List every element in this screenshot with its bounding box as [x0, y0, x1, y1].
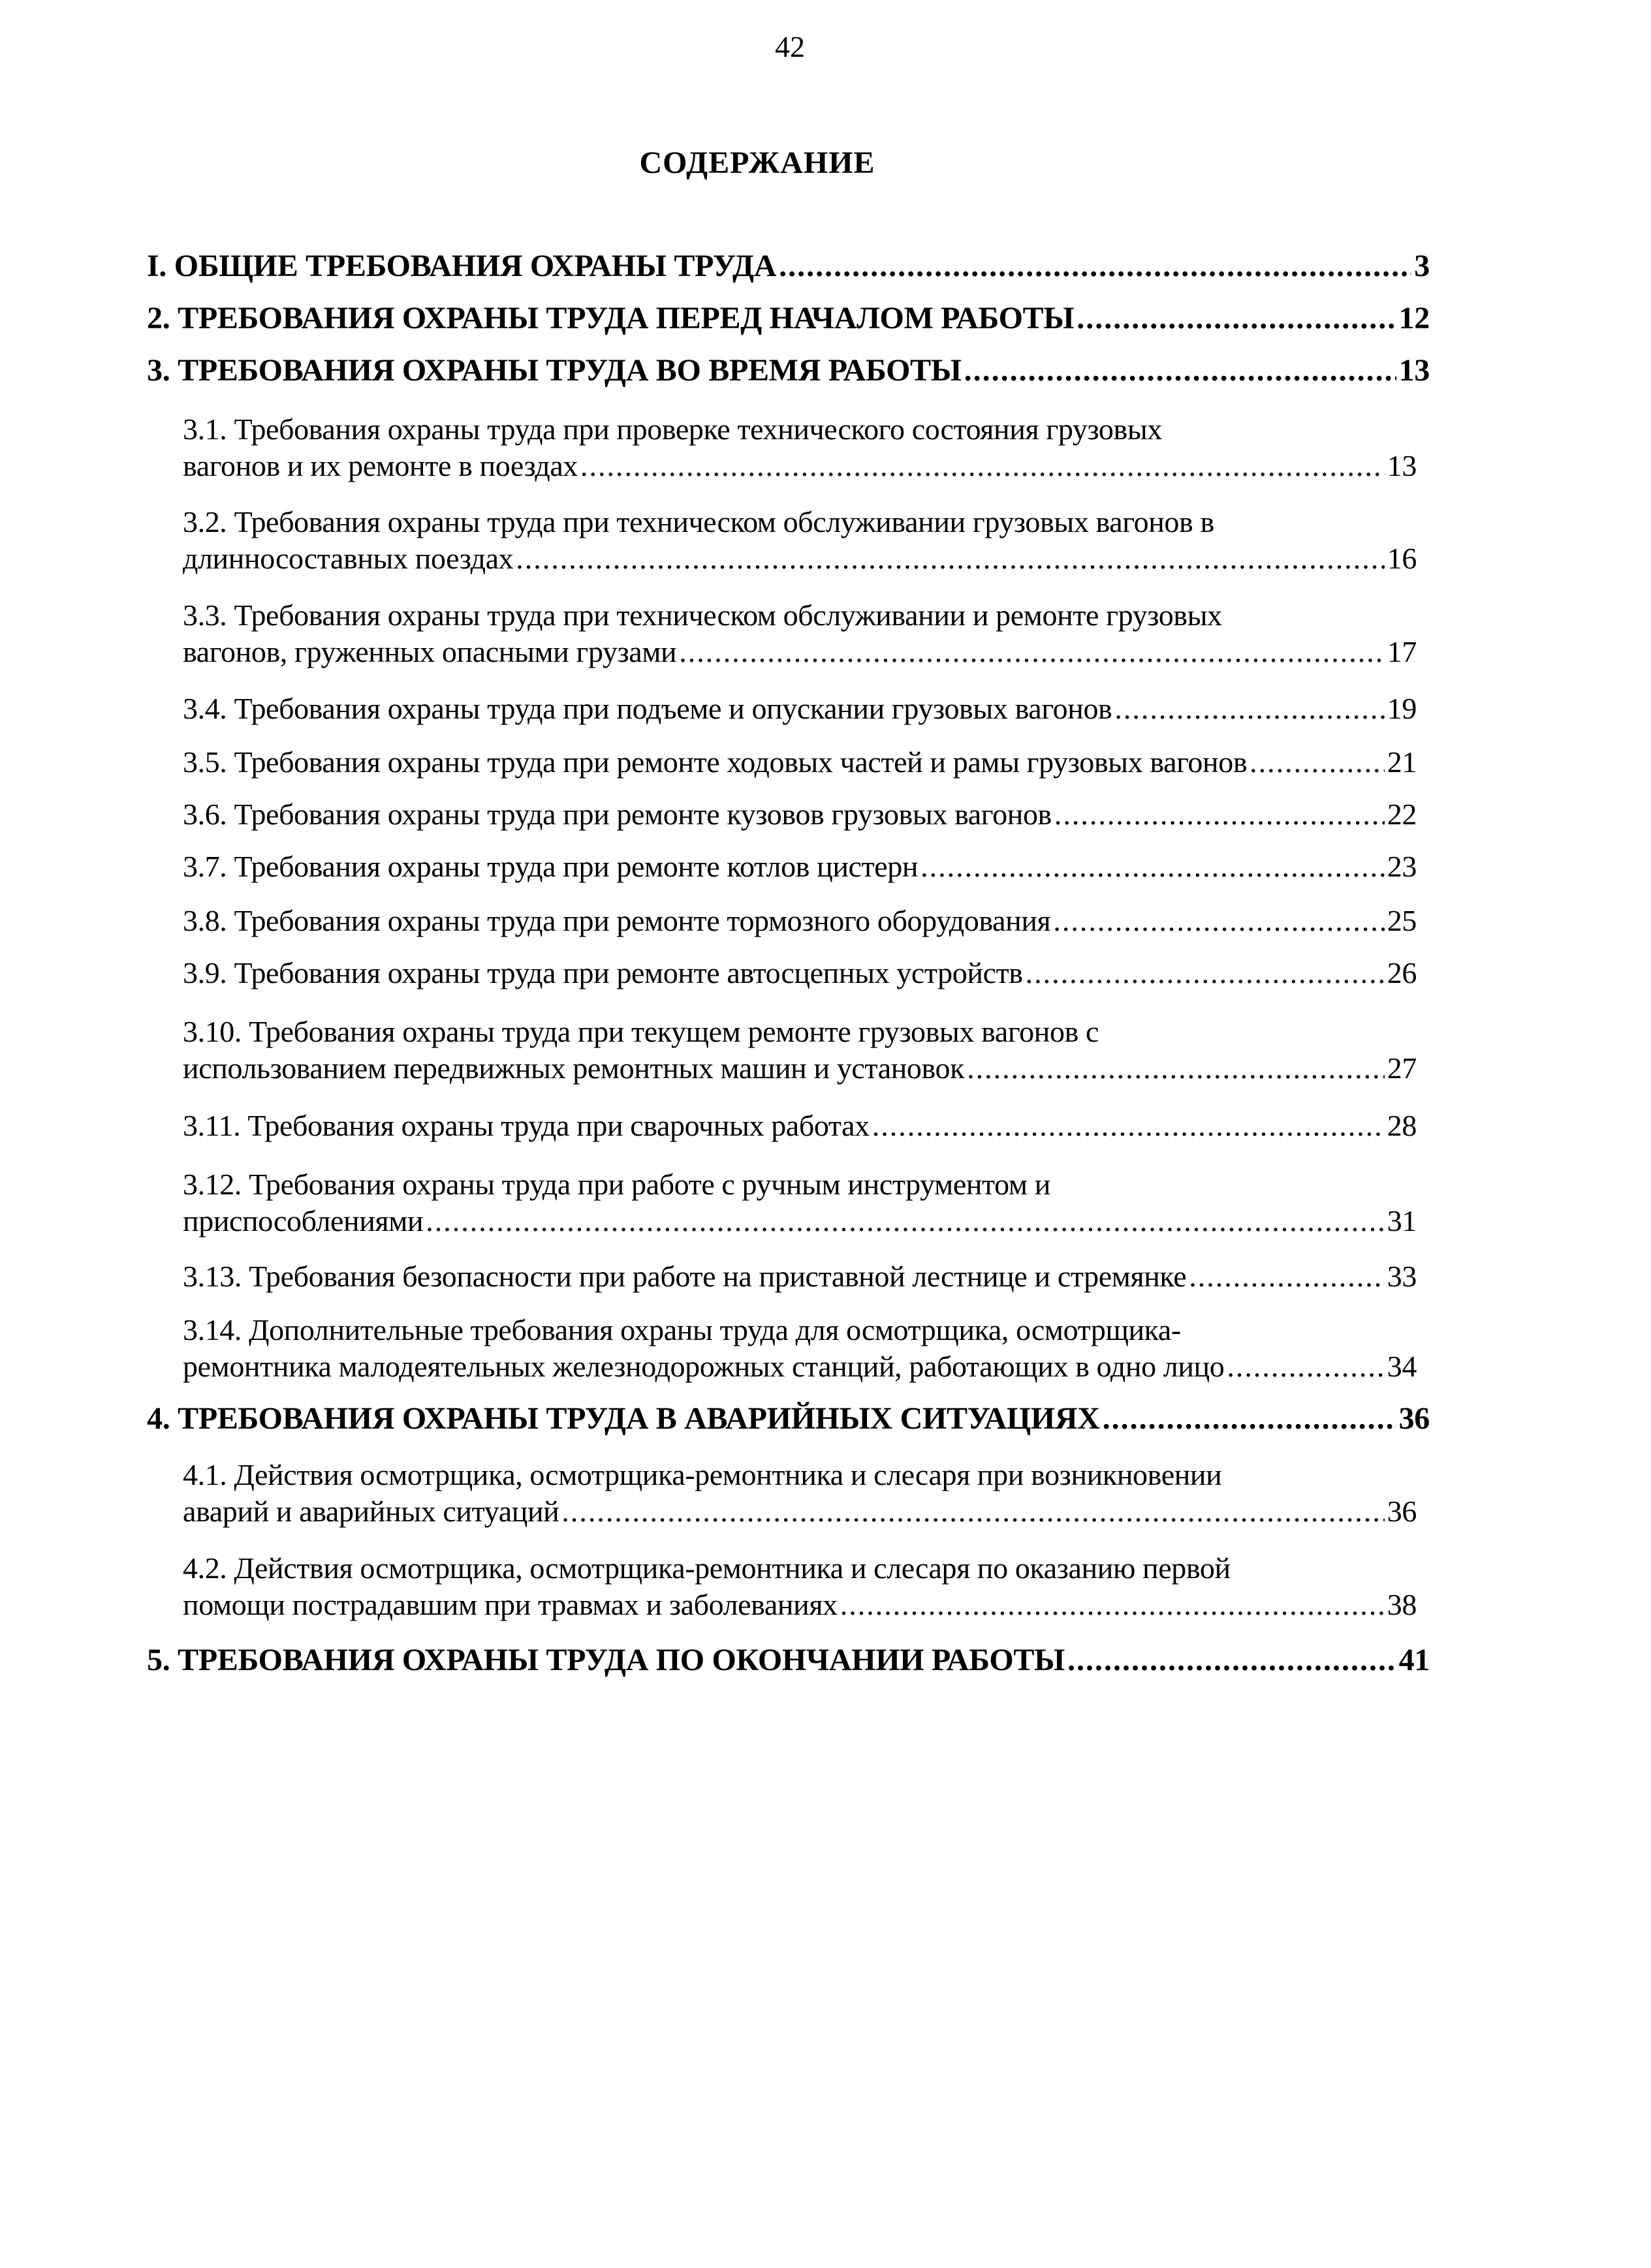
toc-page-number: 34	[1387, 1350, 1417, 1383]
dot-leader	[1054, 796, 1385, 833]
toc-section	[147, 1401, 1430, 1437]
toc-subsection	[183, 504, 1417, 577]
toc-entry-title: 3.9. Требования охраны труда при ремонте автосцепных устройств	[183, 956, 1023, 989]
toc-entry-title: использованием передвижных ремонтных машин и установок	[183, 1051, 965, 1085]
toc-subsection	[183, 597, 1417, 670]
toc-subsection	[183, 796, 1417, 833]
toc-entry-title: ремонтника малодеятельных железнодорожных станций, работающих в одно лицо	[183, 1350, 1225, 1383]
toc-subsection	[183, 1108, 1417, 1144]
dot-leader	[1114, 691, 1384, 727]
toc-entry-title: помощи пострадавшим при травмах и заболеваниях	[183, 1588, 838, 1621]
dot-leader	[1189, 1258, 1385, 1295]
toc-entry-title: I. ОБЩИЕ ТРЕБОВАНИЯ ОХРАНЫ ТРУДА	[147, 249, 777, 283]
dot-leader	[580, 448, 1385, 484]
dot-leader	[964, 352, 1396, 389]
toc-subsection	[183, 1166, 1417, 1239]
dot-leader	[1250, 744, 1385, 781]
toc-entry-title-line-1: 3.3. Требования охраны труда при техническом обслуживании и ремонте грузовых	[183, 598, 1222, 632]
toc-subsection	[183, 1550, 1417, 1623]
dot-leader	[1227, 1348, 1384, 1385]
toc-entry-title: 3.7. Требования охраны труда при ремонте котлов цистерн	[183, 850, 919, 883]
toc-page-number: 13	[1387, 449, 1417, 482]
toc-subsection	[183, 903, 1417, 939]
toc-entry-title: 4. ТРЕБОВАНИЯ ОХРАНЫ ТРУДА В АВАРИЙНЫХ СИТУАЦИЯХ	[147, 1401, 1100, 1436]
toc-entry-title: 2. ТРЕБОВАНИЯ ОХРАНЫ ТРУДА ПЕРЕД НАЧАЛОМ РАБОТЫ	[147, 301, 1075, 335]
toc-page-number: 12	[1398, 301, 1430, 335]
toc-page-number: 36	[1398, 1401, 1430, 1436]
toc-page-number: 16	[1387, 542, 1417, 575]
toc-entry-title: приспособлениями	[183, 1204, 424, 1237]
dot-leader	[1103, 1401, 1396, 1437]
toc-page-number: 13	[1398, 353, 1430, 388]
dot-leader	[872, 1108, 1385, 1144]
dot-leader	[1077, 300, 1396, 337]
dot-leader	[779, 248, 1411, 285]
dot-leader	[516, 540, 1385, 577]
toc-page-number: 31	[1387, 1204, 1417, 1237]
toc-page-number: 17	[1387, 635, 1417, 668]
toc-entry-title: вагонов и их ремонте в поездах	[183, 449, 578, 482]
toc-section	[147, 248, 1430, 285]
dot-leader	[1053, 903, 1384, 939]
toc-subsection	[183, 1457, 1417, 1530]
toc-entry-title-line-1: 4.2. Действия осмотрщика, осмотрщика-ремонтника и слесаря по оказанию первой	[183, 1551, 1231, 1585]
page-number: 42	[775, 30, 805, 63]
toc-page-number: 36	[1387, 1495, 1417, 1528]
toc-page-number: 23	[1387, 850, 1417, 883]
toc-page-number: 38	[1387, 1588, 1417, 1621]
toc-entry-title-line-1: 3.1. Требования охраны труда при проверке технического состояния грузовых	[183, 412, 1162, 446]
toc-entry-title-line-1: 3.14. Дополнительные требования охраны труда для осмотрщика, осмотрщика-	[183, 1313, 1181, 1346]
toc-subsection	[183, 848, 1417, 885]
toc-subsection	[183, 955, 1417, 991]
toc-entry-title: вагонов, груженных опасными грузами	[183, 635, 677, 668]
toc-entry-title-line-1: 3.10. Требования охраны труда при текущем ремонте грузовых вагонов с	[183, 1015, 1099, 1048]
toc-page-number: 27	[1387, 1051, 1417, 1085]
toc-page-number: 41	[1398, 1643, 1430, 1677]
toc-entry-title-line-1: 3.12. Требования охраны труда при работе с ручным инструментом и	[183, 1168, 1050, 1201]
toc-entry-title: 3.8. Требования охраны труда при ремонте тормозного оборудования	[183, 904, 1051, 937]
toc-section	[147, 300, 1430, 337]
toc-page-number: 21	[1387, 745, 1417, 779]
toc-page-number: 25	[1387, 904, 1417, 937]
page-title: СОДЕРЖАНИЕ	[639, 146, 875, 180]
toc-section	[147, 352, 1430, 389]
toc-entry-title: 3.13. Требования безопасности при работе на приставной лестнице и стремянке	[183, 1260, 1187, 1293]
toc-entry-title: 3.6. Требования охраны труда при ремонте кузовов грузовых вагонов	[183, 798, 1052, 831]
dot-leader	[426, 1203, 1385, 1239]
dot-leader	[561, 1493, 1384, 1530]
toc-entry-title: длинносоставных поездах	[183, 542, 514, 575]
dot-leader	[967, 1050, 1385, 1087]
dot-leader	[840, 1587, 1385, 1623]
toc-page-number: 3	[1414, 249, 1430, 283]
toc-subsection	[183, 1312, 1417, 1385]
toc-entry-title: 3. ТРЕБОВАНИЯ ОХРАНЫ ТРУДА ВО ВРЕМЯ РАБОТЫ	[147, 353, 962, 388]
toc-entry-title-line-1: 4.1. Действия осмотрщика, осмотрщика-ремонтника и слесаря при возникновении	[183, 1458, 1222, 1491]
toc-entry-title: 3.11. Требования охраны труда при сварочных работах	[183, 1109, 870, 1142]
toc-entry-title: 3.4. Требования охраны труда при подъеме и опускании грузовых вагонов	[183, 692, 1112, 725]
toc-page-number: 22	[1387, 798, 1417, 831]
toc-section	[147, 1642, 1430, 1679]
toc-entry-title: аварий и аварийных ситуаций	[183, 1495, 559, 1528]
toc-page-number: 19	[1387, 692, 1417, 725]
dot-leader	[679, 634, 1385, 670]
dot-leader	[1067, 1642, 1396, 1679]
dot-leader	[1026, 955, 1385, 991]
toc-subsection	[183, 691, 1417, 727]
toc-page-number: 33	[1387, 1260, 1417, 1293]
toc-subsection	[183, 1014, 1417, 1087]
dot-leader	[920, 848, 1385, 885]
toc-page-number: 26	[1387, 956, 1417, 989]
toc-subsection	[183, 411, 1417, 484]
toc-subsection	[183, 1258, 1417, 1295]
toc-entry-title-line-1: 3.2. Требования охраны труда при техническом обслуживании грузовых вагонов в	[183, 505, 1214, 538]
toc-entry-title: 5. ТРЕБОВАНИЯ ОХРАНЫ ТРУДА ПО ОКОНЧАНИИ РАБОТЫ	[147, 1643, 1065, 1677]
toc-subsection	[183, 744, 1417, 781]
toc-page-number: 28	[1387, 1109, 1417, 1142]
toc-entry-title: 3.5. Требования охраны труда при ремонте ходовых частей и рамы грузовых вагонов	[183, 745, 1248, 779]
